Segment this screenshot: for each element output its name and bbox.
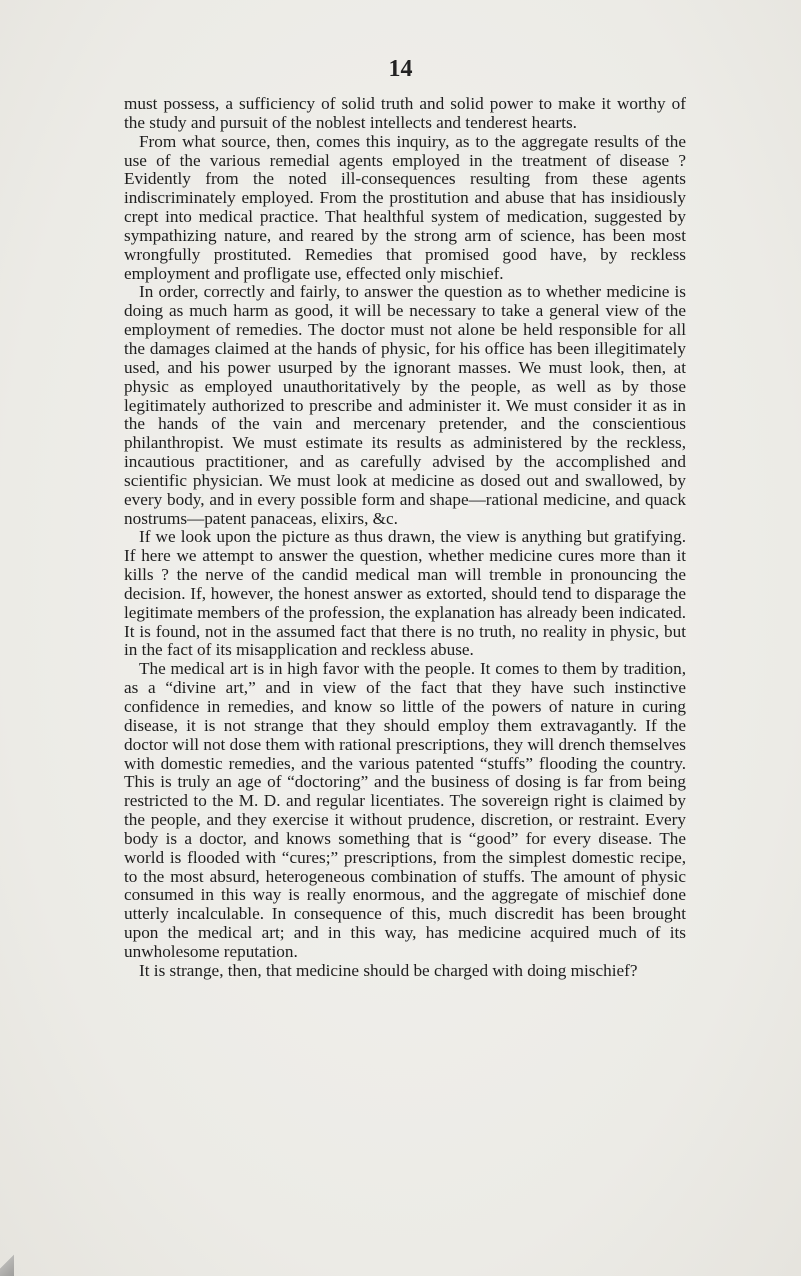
paragraph-general-view: In order, correctly and fairly, to answer the question as to whether medicine is doing as much harm as good, it will be necessary to take a general view of the employment of remedies. The doctor must not alone be held responsible for all the damages claimed at the hands of physic, for his office has been illegitimately used, and his power usurped by the ignorant masses. We must look, then, at physic as employed unauthoritatively by the people, as well as by those legitimately authorized to prescribe and administer it. We must consider it as in the hands of the vain and mercenary pretender, and the conscientious philanthropist. We must estimate its results as administered by the reckless, incautious practitioner, and as carefully advised by the accomplished and scientific physician. We must look at medicine as dosed out and swallowed, by every body, and in every possible form and shape—rational medicine, and quack nostrums—patent panaceas, elixirs, &c.	[124, 282, 686, 528]
body-text	[124, 95, 686, 981]
page-number: 14	[388, 56, 413, 82]
paragraph-picture-drawn: If we look upon the picture as thus drawn, the view is anything but gratifying. If here we attempt to answer the question, whether medicine cures more than it kills ? the nerve of the candid medical man will tremble in pronouncing the decision. If, however, the honest answer as extorted, should tend to disparage the legitimate members of the profession, the explanation has already been indicated. It is found, not in the assumed fact that there is no truth, no reality in physic, but in the fact of its misapplication and reckless abuse.	[124, 527, 686, 660]
paragraph-closing-question: It is strange, then, that medicine should be charged with doing mischief?	[139, 960, 638, 980]
page-corner-shadow	[0, 1254, 14, 1276]
paragraph-medical-art-favor: The medical art is in high favor with the people. It comes to them by tradition, as a “divine art,” and in view of the fact that they have such instinctive confidence in remedies, and know so little of the powers of nature in curing disease, it is not strange that they should employ them extravagantly. If the doctor will not dose them with rational prescriptions, they will drench themselves with domestic remedies, and the various patented “stuffs” flooding the country. This is truly an age of “doctoring” and the business of dosing is far from being restricted to the M. D. and regular licentiates. The sovereign right is claimed by the people, and they exercise it without prudence, discretion, or restraint. Every body is a doctor, and knows something that is “good” for every disease. The world is flooded with “cures;” prescriptions, from the simplest domestic recipe, to the most absurd, heterogeneous combination of stuffs. The amount of physic consumed in this way is really enormous, and the aggregate of mischief done utterly incalculable. In consequence of this, much discredit has been brought upon the medical art; and in this way, has medicine acquired much of its unwholesome reputation.	[124, 659, 686, 961]
paragraph-source-of-inquiry: From what source, then, comes this inquiry, as to the aggregate results of the use of the various remedial agents employed in the treatment of disease ? Evidently from the noted ill-consequences resulting from these agents indiscriminately employed. From the prostitution and abuse that has insidiously crept into medical practice. That healthful system of medication, suggested by sympathizing nature, and reared by the strong arm of science, has been most wrongfully prostituted. Remedies that promised good have, by reckless employment and profligate use, effected only mischief.	[124, 131, 686, 283]
paragraph-continuation: must possess, a sufficiency of solid truth and solid power to make it worthy of the study and pursuit of the noblest intellects and tenderest hearts.	[124, 94, 686, 132]
